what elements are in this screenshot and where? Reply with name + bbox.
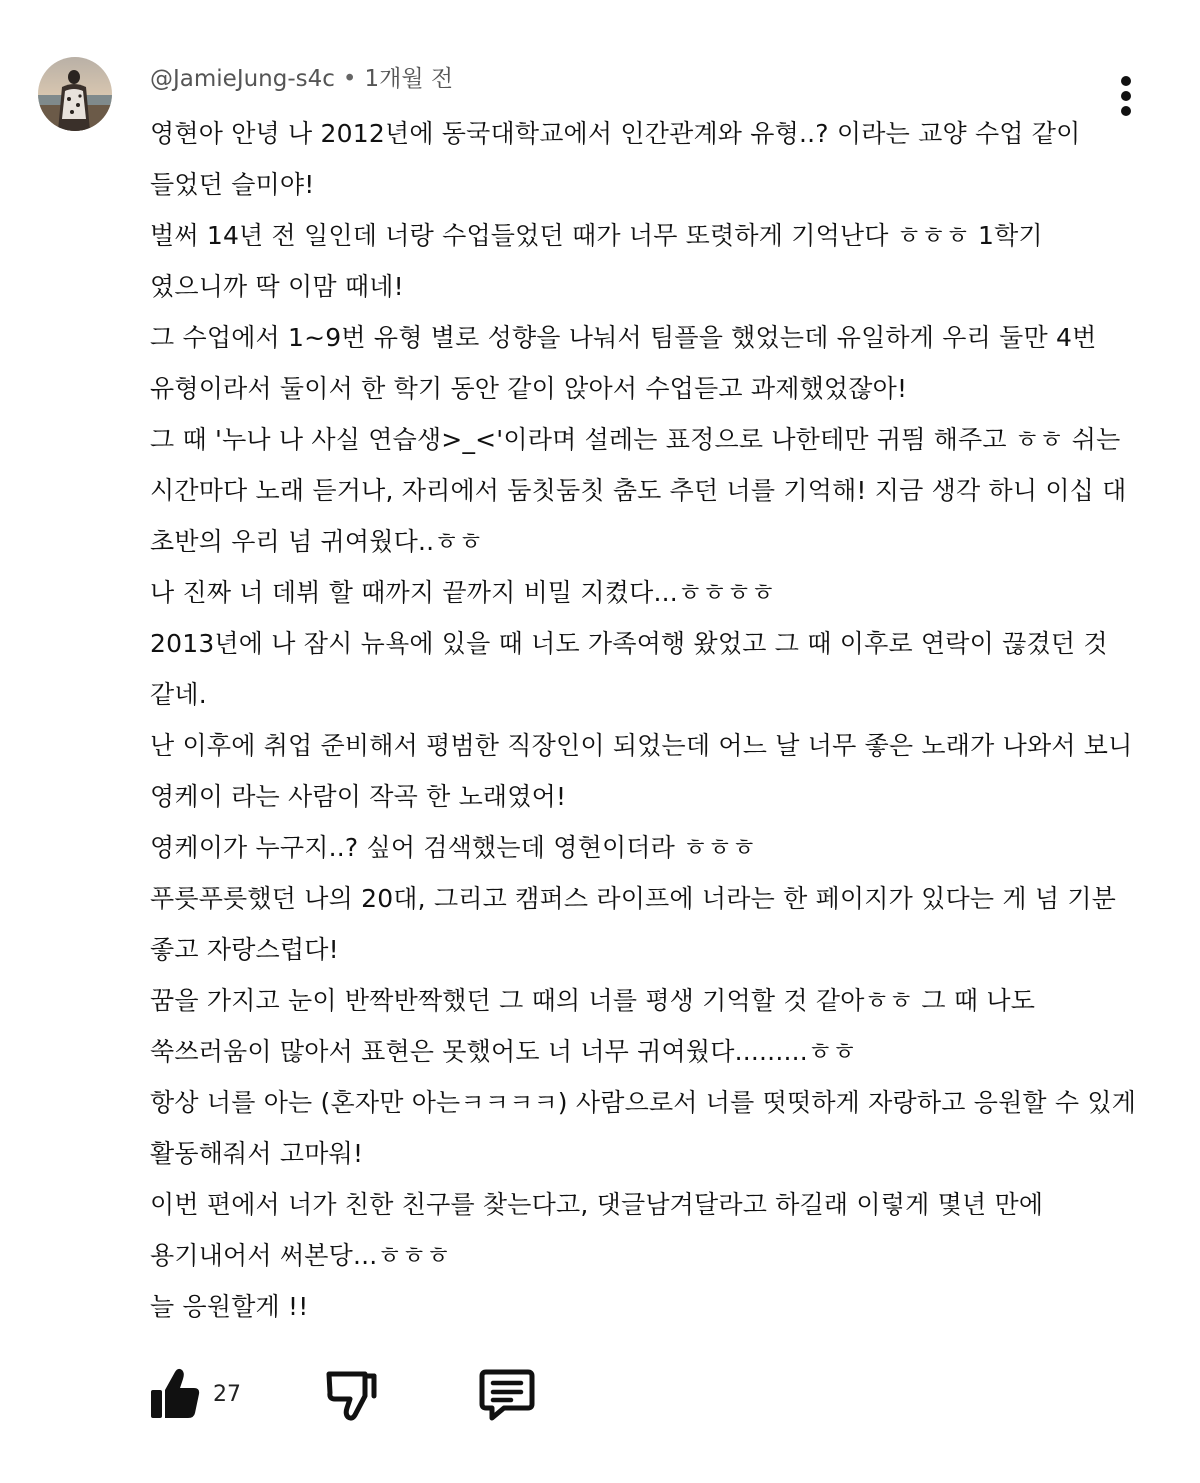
comment-line: 2013년에 나 잠시 뉴욕에 있을 때 너도 가족여행 왔었고 그 때 이후로 연락이 끊겼던 것: [150, 629, 1108, 658]
comment-line: 그 수업에서 1~9번 유형 별로 성향을 나눠서 팀플을 했었는데 유일하게 우리 둘만 4번: [150, 323, 1097, 352]
comment-line: 같네.: [150, 680, 207, 709]
comment-line: 용기내어서 써본당...ㅎㅎㅎ: [150, 1241, 451, 1270]
comment-line: 들었던 슬미야!: [150, 170, 315, 199]
comment-line: 늘 응원할게 !!: [150, 1292, 309, 1321]
more-vertical-icon: [1121, 76, 1131, 86]
more-vertical-icon-dot: [1121, 91, 1131, 101]
comment-header: [150, 62, 453, 96]
comment-line: 시간마다 노래 듣거나, 자리에서 둠칫둠칫 춤도 추던 너를 기억해! 지금 생각 하니 이십 대: [150, 476, 1127, 505]
thumbs-up-icon: [148, 1366, 202, 1422]
reply-button[interactable]: [478, 1366, 536, 1422]
comment-actions: [148, 1366, 648, 1426]
comment-line: 꿈을 가지고 눈이 반짝반짝했던 그 때의 너를 평생 기억할 것 같아ㅎㅎ 그 때 나도: [150, 986, 1036, 1015]
comment-line: 나 진짜 너 데뷔 할 때까지 끝까지 비밀 지켰다...ㅎㅎㅎㅎ: [150, 578, 776, 607]
comment-icon: [478, 1366, 536, 1422]
comment-line: 항상 너를 아는 (혼자만 아는ㅋㅋㅋㅋ) 사람으로서 너를 떳떳하게 자랑하고 응원할 수 있게: [150, 1088, 1137, 1117]
comment-line: 난 이후에 취업 준비해서 평범한 직장인이 되었는데 어느 날 너무 좋은 노래가 나와서 보니: [150, 731, 1133, 760]
comment-line: 좋고 자랑스럽다!: [150, 935, 339, 964]
comment-body: [150, 108, 1150, 1332]
comment-line: 영케이 라는 사람이 작곡 한 노래였어!: [150, 782, 567, 811]
comment-line: 벌써 14년 전 일인데 너랑 수업들었던 때가 너무 또렷하게 기억난다 ㅎㅎㅎ 1학기: [150, 221, 1043, 250]
comment-line: 영케이가 누구지..? 싶어 검색했는데 영현이더라 ㅎㅎㅎ: [150, 833, 757, 862]
dislike-button[interactable]: [324, 1366, 378, 1422]
avatar-photo: [38, 57, 112, 131]
comment-line: 푸릇푸릇했던 나의 20대, 그리고 캠퍼스 라이프에 너라는 한 페이지가 있다는 게 넘 기분: [150, 884, 1117, 913]
thumbs-down-icon: [324, 1366, 378, 1422]
comment-line: 그 때 '누나 나 사실 연습생>_<'이라며 설레는 표정으로 나한테만 귀띔 해주고 ㅎㅎ 쉬는: [150, 425, 1121, 454]
comment-line: 였으니까 딱 이맘 때네!: [150, 272, 404, 301]
like-button[interactable]: [148, 1366, 202, 1422]
author-handle[interactable]: @JamieJung-s4c: [150, 66, 335, 92]
comment-line: 유형이라서 둘이서 한 학기 동안 같이 앉아서 수업듣고 과제했었잖아!: [150, 374, 908, 403]
like-count: 27: [213, 1382, 241, 1407]
comment-line: 활동해줘서 고마워!: [150, 1139, 364, 1168]
comment-timestamp[interactable]: 1개월 전: [364, 66, 454, 92]
header-separator: •: [342, 66, 357, 92]
comment-line: 초반의 우리 넘 귀여웠다..ㅎㅎ: [150, 527, 483, 556]
comment-line: 쑥쓰러움이 많아서 표현은 못했어도 너 너무 귀여웠다.........ㅎㅎ: [150, 1037, 857, 1066]
avatar[interactable]: [38, 57, 112, 131]
comment-line: 영현아 안녕 나 2012년에 동국대학교에서 인간관계와 유형..? 이라는 교양 수업 같이: [150, 119, 1081, 148]
comment-line: 이번 편에서 너가 친한 친구를 찾는다고, 댓글남겨달라고 하길래 이렇게 몇년 만에: [150, 1190, 1044, 1219]
